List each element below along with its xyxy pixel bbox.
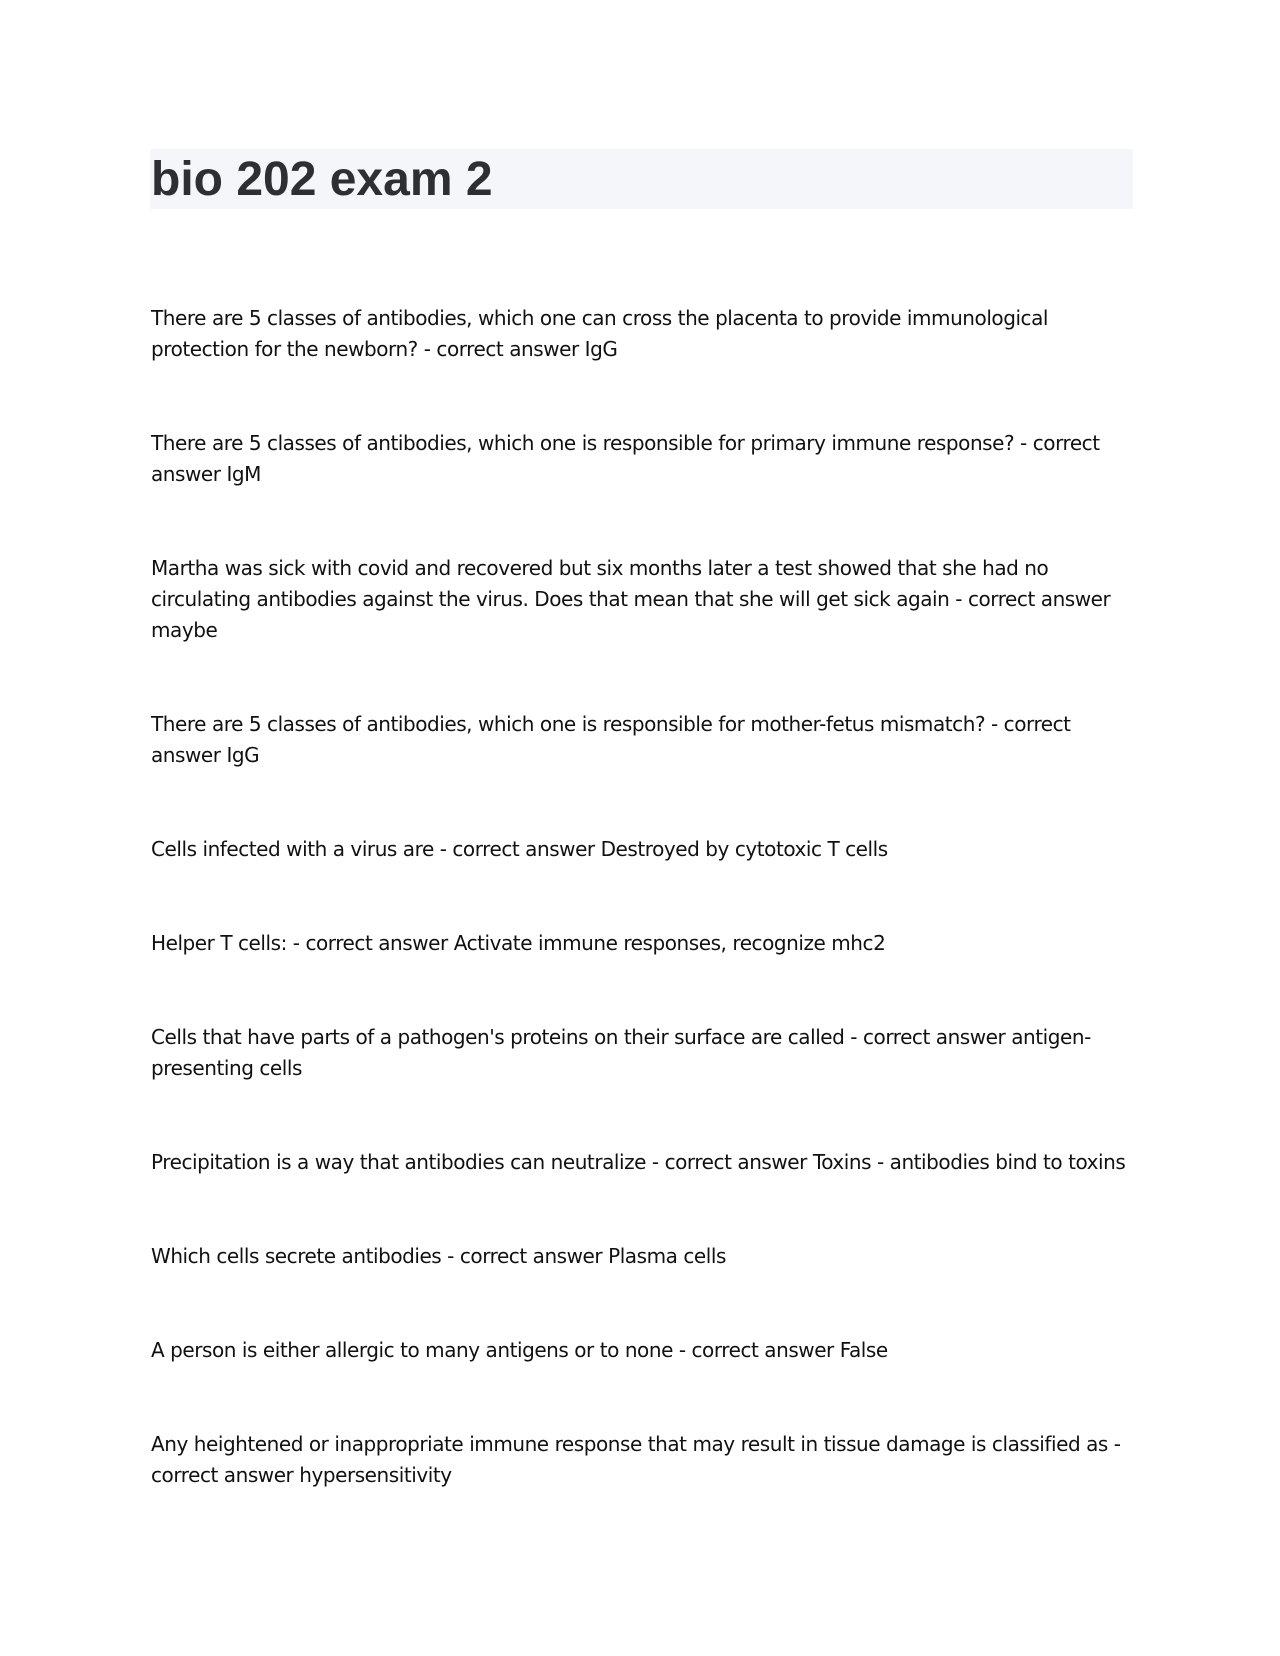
qa-text: Cells that have parts of a pathogen's proteins on their surface are called - correct answer antigen-presenting cells xyxy=(151,1025,1091,1080)
qa-text: There are 5 classes of antibodies, which one is responsible for primary immune response? - correct answer IgM xyxy=(151,431,1100,486)
qa-item-8 xyxy=(151,1147,1141,1178)
qa-text: Martha was sick with covid and recovered but six months later a test showed that she had no circulating antibodies against the virus. Does that mean that she will get sick again - correct answer maybe xyxy=(151,556,1111,642)
qa-text: Precipitation is a way that antibodies can neutralize - correct answer Toxins - antibodies bind to toxins xyxy=(151,1150,1126,1174)
qa-text: There are 5 classes of antibodies, which one is responsible for mother-fetus mismatch? - correct answer IgG xyxy=(151,712,1071,767)
qa-text: Helper T cells: - correct answer Activate immune responses, recognize mhc2 xyxy=(151,931,886,955)
qa-item-10 xyxy=(151,1335,1141,1366)
qa-item-5 xyxy=(151,834,1141,865)
title-banner xyxy=(150,149,1133,209)
question-answer-list xyxy=(151,303,1141,1554)
document-title: bio 202 exam 2 xyxy=(151,153,493,206)
qa-item-6 xyxy=(151,928,1141,959)
qa-item-7 xyxy=(151,1022,1141,1084)
qa-item-3 xyxy=(151,553,1141,646)
qa-item-9 xyxy=(151,1241,1141,1272)
qa-item-11 xyxy=(151,1429,1141,1491)
qa-text: Which cells secrete antibodies - correct answer Plasma cells xyxy=(151,1244,726,1268)
qa-item-2 xyxy=(151,428,1141,490)
qa-item-1 xyxy=(151,303,1141,365)
qa-item-4 xyxy=(151,709,1141,771)
qa-text: Cells infected with a virus are - correct answer Destroyed by cytotoxic T cells xyxy=(151,837,888,861)
qa-text: There are 5 classes of antibodies, which one can cross the placenta to provide immunological protection for the newborn? - correct answer IgG xyxy=(151,306,1049,361)
qa-text: Any heightened or inappropriate immune response that may result in tissue damage is classified as - correct answer hypersensitivity xyxy=(151,1432,1121,1487)
qa-text: A person is either allergic to many antigens or to none - correct answer False xyxy=(151,1338,888,1362)
